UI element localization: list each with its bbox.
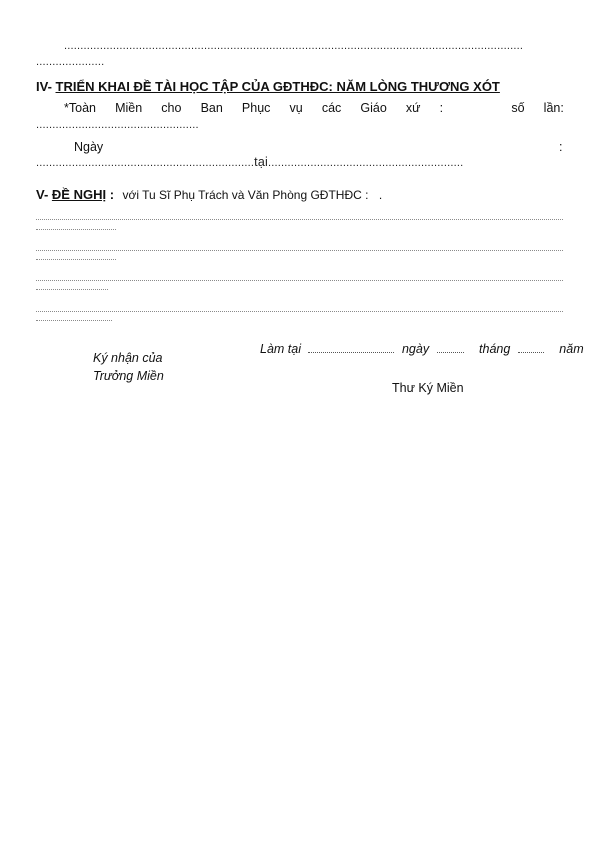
writing-line: [36, 280, 563, 281]
writing-line: [36, 311, 563, 312]
ngay-colon: :: [559, 140, 563, 154]
ky-nhan-line-2: Trưởng Miền: [93, 369, 164, 383]
top-dots-line-2: .....................: [36, 56, 105, 68]
section-v-text: với Tu Sĩ Phụ Trách và Văn Phòng GĐTHĐC :: [122, 188, 369, 202]
writing-line: [36, 289, 108, 290]
section-iv-title: TRIỂN KHAI ĐỀ TÀI HỌC TẬP CỦA GĐTHĐC: NĂM LÒNG THƯƠNG XÓT: [55, 79, 500, 94]
word: *Toàn: [64, 101, 96, 115]
section-iv-line-1-dots: ..................................................: [36, 119, 199, 131]
ngay-label: Ngày: [74, 140, 104, 154]
writing-line: [36, 229, 116, 230]
place-dots: [308, 343, 394, 353]
word: :: [439, 101, 444, 115]
writing-line: [36, 320, 112, 321]
section-v-prefix: V-: [36, 187, 52, 202]
ky-nhan-line-1: Ký nhận của: [93, 351, 163, 365]
word: số: [511, 101, 525, 115]
word: Ban: [200, 101, 223, 115]
word: Phục: [241, 101, 271, 115]
word: [462, 101, 492, 115]
month-dots: [518, 343, 544, 353]
lam-tai-label: Làm tại: [260, 342, 301, 356]
writing-line: [36, 250, 563, 251]
date-place-line: [260, 342, 584, 356]
word: cho: [161, 101, 182, 115]
ngay-date-label: ngày: [401, 342, 430, 356]
ngay-dots: ...................................................................: [36, 157, 255, 169]
word: lần:: [543, 101, 564, 115]
top-dots-line-1: .............................................................................................................................................: [64, 40, 524, 52]
tai-label: tại: [254, 155, 268, 169]
word: Giáo: [360, 101, 387, 115]
writing-line: [36, 259, 116, 260]
section-v-heading: [36, 186, 382, 204]
tai-dots: ............................................................: [267, 157, 464, 169]
ngay-tai-line: [36, 155, 463, 169]
thu-ky-mien: Thư Ký Miền: [392, 381, 464, 395]
thang-label: tháng: [479, 342, 511, 356]
section-v-dot: .: [378, 188, 383, 202]
section-iv-line-1: [64, 101, 564, 115]
section-iv-heading: [36, 79, 500, 94]
section-v-title: ĐỀ NGHỊ: [51, 187, 107, 202]
word: Miền: [115, 101, 143, 115]
writing-line: [36, 219, 563, 220]
nam-label: năm: [559, 342, 584, 356]
word: xứ: [405, 101, 421, 115]
word: các: [321, 101, 342, 115]
day-dots: [437, 343, 464, 353]
section-v-colon: :: [106, 187, 115, 202]
word: vụ: [289, 101, 303, 115]
section-iv-prefix: IV-: [36, 79, 56, 94]
